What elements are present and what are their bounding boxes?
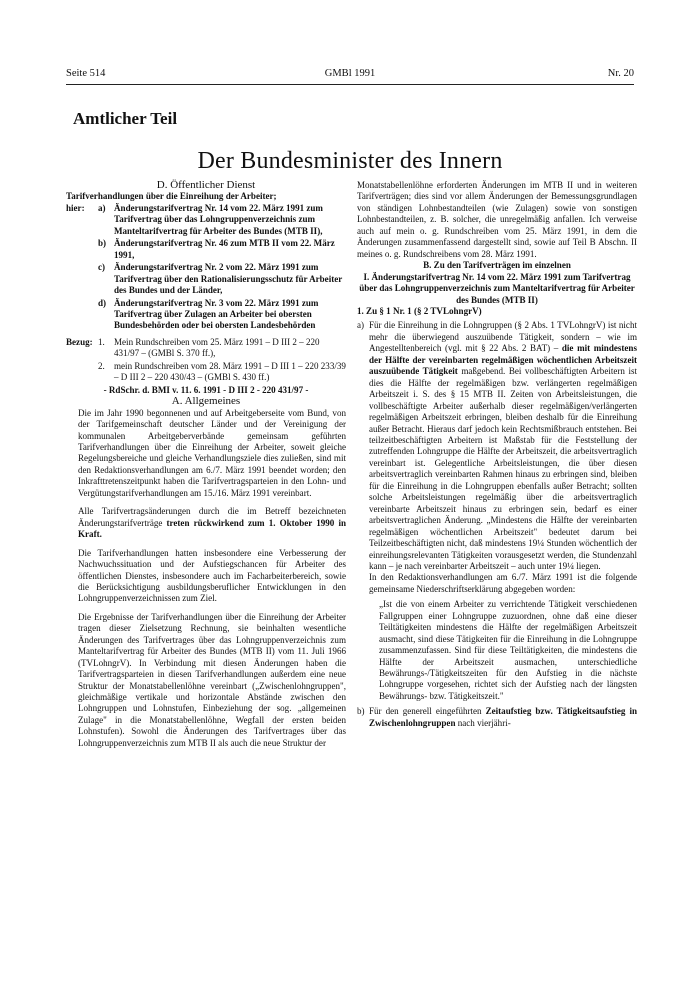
paragraph: Die Ergebnisse der Tarifverhandlungen über die Einreihung der Arbeiter tragen dieser Zielsetzung Rechnung, sie beinhalten wesentliche Änderungen des Tarifvertrages über das Lohngruppenverzeichnis zum Manteltarifvertrag für Arbeiter des Bundes (MTB II) vom 11. Juli 1966 (TVLohngrV). In Verbindung mit diesen Änderungen haben die Tarifvertragsparteien in diesen Tarifverhandlungen außerdem eine neue Struktur der Monatstabellenlöhne vereinbart („Zwischenlohngruppen", gleichmäßige vertikale und horizontale Abstände zwischen den Lohngruppen und Lohnstufen, Einbeziehung der sog. „allgemeinen Zulage" in die Monatstabellenlöhne, Wegfall der ersten beiden Lohnstufen). Sowohl die Änderungen des Tarifvertrages über das Lohngruppenverzeichnis zum MTB II als auch die neue Struktur der — [78, 611, 346, 748]
hier-item: d) Änderungstarifvertrag Nr. 3 vom 22. März 1991 zum Tarifvertrag über Zulagen an Arbeiter bei obersten Bundesbehörden oder bei obersten Landesbehörden — [98, 297, 319, 331]
sub-item-a: a) Für die Einreihung in die Lohngruppen (§ 2 Abs. 1 TVLohngrV) ist nicht mehr die überwiegend auszuübende Tätigkeit, sondern – wie im Angestelltenbereich (vgl. mit § 22 Abs. 2 BAT) – die mit mindestens der Hälfte der vereinbarten regelmäßigen wöchentlichen Arbeitszeit auszuübende Tätigkeit maßgebend. Bei vollbeschäftigten Arbeitern ist dies die Hälfte der regelmäßigen bzw. verlängerten regelmäßigen Arbeitszeit i. S. des § 15 MTB II. Zeiten von Arbeitsleistungen, die vollbeschäftigte Arbeiter außerhalb dieser regelmäßigen/verlängerten regelmäßigen Arbeitszeit erbringen, bleiben deshalb für die Einreihung außer Betracht. Hieraus darf jedoch kein Rechtsmißbrauch entstehen. Bei teilzeitbeschäftigten Arbeitern ist Maßstab für die Feststellung der zutreffenden Lohngruppe die Hälfte der Arbeitszeit, die arbeitsvertraglich vereinbart ist. Gelegentliche Arbeitsleistungen, die über diesen arbeitsvertraglich vereinbarten Rahmen hinaus zu erbringen sind, bleiben für die Einreihung in die Lohngruppen ebenfalls außer Betracht; sollten solche Arbeitsleistungen regelmäßig über die arbeitsvertraglich vereinbarte Arbeitszeit hinaus zu erbringen sein, bedarf es einer arbeitsvertraglichen Änderung. „Mindestens die Hälfte der vereinbarten regelmäßigen wöchentlichen Arbeitszeit" bedeutet darum bei Teilzeitbeschäftigten nicht, daß mindestens 19¼ Stunden wöchentlich der einreihungsrelevanten Tätigkeiten vorausgesetzt werden, die Stundenzahl kann – je nach vereinbarter Arbeitszeit – auch unter 19¼ liegen. In den Redaktionsverhandlungen am 6./7. März 1991 ist die folgende gemeinsame Niederschriftserklärung abgegeben worden: „Ist die von einem Arbeiter zu verrichtende Tätigkeit verschiedenen Fallgruppen einer Lohngruppe zuzuordnen, ohne daß eine dieser Teiltätigkeiten mindestens die Hälfte der regelmäßigen Arbeitszeit ausmacht, sind diese Tätigkeiten für die Einreihung in die Lohngruppe zusammenzufassen. Sind für diese Teiltätigkeiten, die mindestens die Hälfte der Arbeitszeit ausmachen, unterschiedliche Bewährungs-/Tätigkeitszeiten für den Aufstieg in die nächste Lohngruppe vorgesehen, richtet sich der Aufstieg nach der längsten Bewährungs- bzw. Tätigkeitszeit." — [357, 320, 637, 701]
paragraph: In den Redaktionsverhandlungen am 6./7. März 1991 ist die folgende gemeinsame Niederschriftserklärung abgegeben worden: — [369, 572, 637, 594]
right-column — [357, 180, 637, 729]
item-heading: 1. Zu § 1 Nr. 1 (§ 2 TVLohngrV) — [357, 305, 482, 316]
paragraph: Die Tarifverhandlungen hatten insbesondere eine Verbesserung der Nachwuchssituation und der Aufstiegschancen für Arbeiter des öffentlichen Dienstes, insbesondere auch im Facharbeiterbereich, sowie die Berücksichtigung ausbildungsberuflicher Entwicklungen in den Lohngruppenverzeichnissen zum Ziel. — [78, 547, 346, 604]
hier-item: c) Änderungstarifvertrag Nr. 2 vom 22. März 1991 zum Tarifvertrag über den Rationalisierungsschutz für Arbeiter des Bundes und der Länder, — [98, 262, 343, 296]
section-title: Amtlicher Teil — [73, 109, 178, 128]
subsection-title: D. Öffentlicher Dienst — [156, 179, 256, 191]
bezug-label: Bezug: — [66, 336, 93, 347]
hier-label: hier: — [66, 202, 85, 213]
section-a-heading: A. Allgemeines — [171, 395, 241, 408]
ministry-title: Der Bundesminister des Innern — [197, 148, 503, 174]
bezug-item: 2. mein Rundschreiben vom 28. März 1991 – D III 1 – 220 233/39 – D III 2 – 220 430/43 – (GMBl S. 430 ff.) — [98, 360, 346, 383]
left-column — [66, 180, 346, 749]
subject-heading: Tarifverhandlungen über die Einreihung der Arbeiter; — [66, 191, 277, 202]
circular-reference: - RdSchr. d. BMI v. 11. 6. 1991 - D III 2 - 220 431/97 - — [103, 384, 309, 395]
issue-number: Nr. 20 — [607, 68, 634, 79]
header-rule — [66, 84, 634, 85]
bezug-list — [98, 337, 346, 385]
section-b-heading: B. Zu den Tarifverträgen im einzelnen — [423, 260, 571, 271]
paragraph: Alle Tarifvertragsänderungen durch die im Betreff bezeichneten Änderungstarifverträge treten rückwirkend zum 1. Oktober 1990 in Kraft. — [78, 506, 346, 540]
hier-block — [66, 203, 346, 333]
page-number: Seite 514 — [66, 68, 106, 79]
sub-item-b: b) Für den generell eingeführten Zeitaufstieg bzw. Tätigkeitsaufstieg in Zwischenlohngruppen nach vierjähri- — [357, 706, 638, 728]
hier-item: b) Änderungstarifvertrag Nr. 46 zum MTB II vom 22. März 1991, — [98, 238, 335, 260]
paragraph: Monatstabellenlöhne erforderten Änderungen im MTB II und in weiteren Tarifverträgen; dies sind vor allem Änderungen der Bemessungsgrundlagen von ständigen Lohnbestandteilen (wie Zulagen) sowie von sonstigen Lohnbestandteilen, z. B. solcher, die unregelmäßig anfallen. Ich verweise auch auf mein o. g. Rundschreiben vom 25. März 1991, in dem die Änderungen zusammenfassend dargestellt sind, sowie auf Teil B Abschn. II meines o. g. Rundschreibens vom 28. März 1991. — [357, 180, 637, 259]
quote-block: „Ist die von einem Arbeiter zu verrichtende Tätigkeit verschiedenen Fallgruppen einer Lohngruppe zuzuordnen, ohne daß eine dieser Teiltätigkeiten mindestens die Hälfte der regelmäßigen Arbeitszeit ausmacht, sind diese Tätigkeiten für die Einreihung in die Lohngruppe zusammenzufassen. Sind für diese Teiltätigkeiten, die mindestens die Hälfte der Arbeitszeit ausmachen, unterschiedliche Bewährungs-/Tätigkeitszeiten für den Aufstieg in die nächste Lohngruppe vorgesehen, richtet sich der Aufstieg nach der längsten Bewährungs- bzw. Tätigkeitszeit." — [379, 599, 637, 701]
paragraph: Die im Jahr 1990 begonnenen und auf Arbeitgeberseite vom Bund, von der Tarifgemeinschaft deutscher Länder und der Vereinigung der kommunalen Arbeitgeberverbände gemeinsam geführten Tarifverhandlungen über die Einreihung der Arbeiter, soweit gleiche Regelungsbereiche und gleiche Verhandlungsziele dies zuließen, sind mit den Redaktionsverhandlungen am 6./7. März 1991 beendet worden; den Inkrafttretenszeitpunkt haben die Tarifvertragsparteien in den Lohn- und Vergütungstarifverhandlungen am 15./16. März 1991 vereinbart. — [78, 407, 346, 498]
hier-list — [98, 203, 346, 333]
subsection-i-heading: I. Änderungstarifvertrag Nr. 14 vom 22. März 1991 zum Tarifvertrag über das Lohngruppenverzeichnis zum Manteltarifvertrag für Arbeiter des Bundes (MTB II) — [359, 271, 635, 305]
bezug-item: 1. Mein Rundschreiben vom 25. März 1991 – D III 2 – 220 431/97 – (GMBl S. 370 ff.), — [98, 336, 320, 359]
journal-name: GMBl 1991 — [324, 68, 376, 79]
bezug-block — [66, 337, 346, 385]
hier-item: a) Änderungstarifvertrag Nr. 14 vom 22. März 1991 zum Tarifvertrag über das Lohngruppenverzeichnis zum Manteltarifvertrag für Arbeiter des Bundes (MTB II), — [98, 202, 323, 236]
